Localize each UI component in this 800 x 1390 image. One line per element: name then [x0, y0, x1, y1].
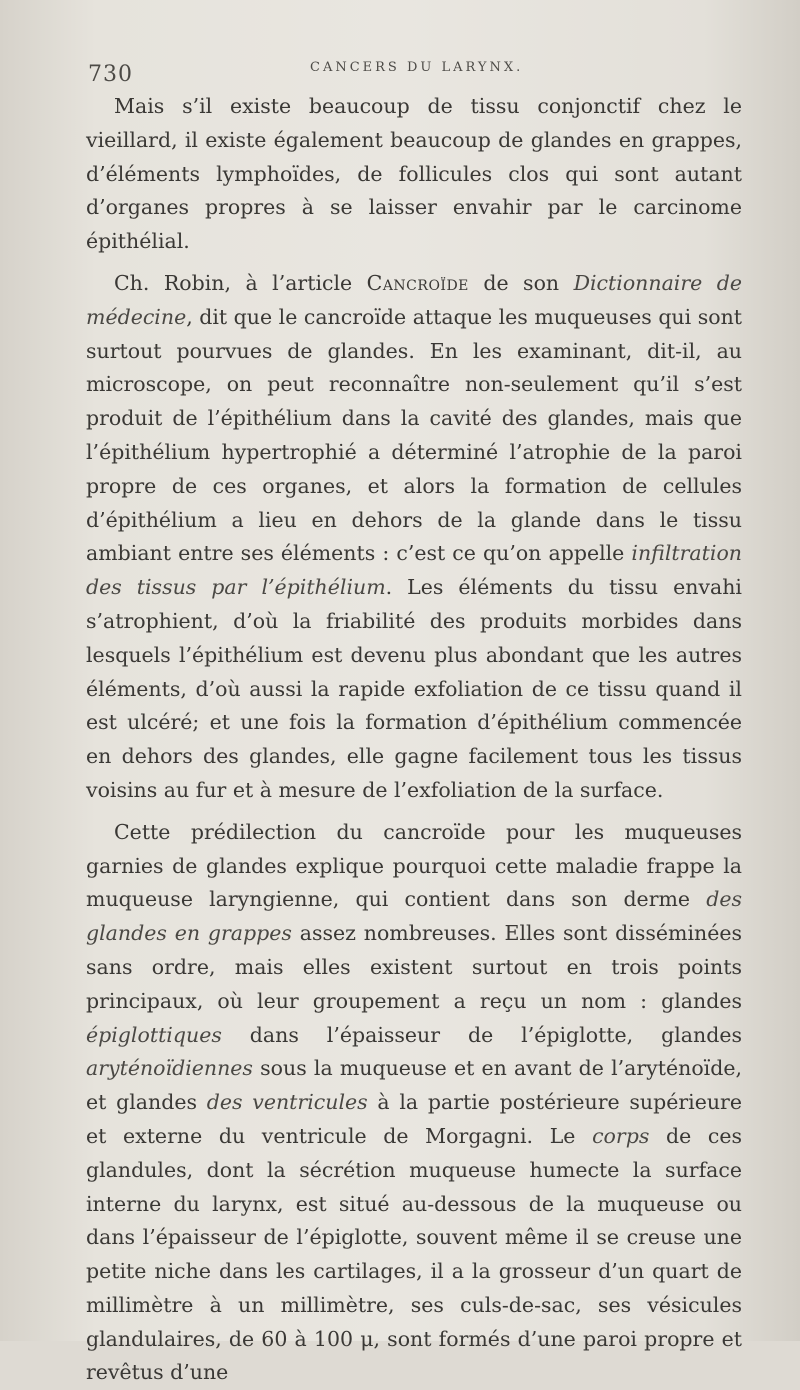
italic-term: des ventricules	[206, 1090, 368, 1115]
italic-term: infiltration des tissus par l’épithélium	[86, 541, 742, 600]
text-segment: de son	[468, 270, 574, 295]
smallcaps-term: Cancroïde	[366, 270, 469, 295]
text-segment: dans l’épaisseur de l’épiglotte, glandes	[221, 1022, 742, 1047]
italic-term: aryténoïdiennes	[86, 1056, 253, 1081]
text-segment: sous la muqueuse et en avant de l’aryténoïde, et glandes	[86, 1056, 742, 1115]
paragraph	[86, 816, 742, 1390]
paragraph	[86, 267, 742, 808]
running-title: CANCERS DU LARYNX.	[310, 60, 524, 75]
text-segment: assez nombreuses. Elles sont disséminées sans ordre, mais elles existent surtout en trois points principaux, où leur groupement a reçu un nom : glandes	[86, 921, 742, 1013]
text-segment: . Les éléments du tissu envahi s’atrophient, d’où la friabilité des produits morbides dans lesquels l’épithélium est devenu plus abondant que les autres éléments, d’où aussi la rapide exfoliation de ce tissu quand il est ulcéré; et une fois la formation d’épithélium commencée en dehors des glandes, elle gagne facilement tous les tissus voisins au fur et à mesure de l’exfoliation de la surface.	[86, 575, 742, 802]
text-segment: Cette prédilection du cancroïde pour les muqueuses garnies de glandes explique pourquoi cette maladie frappe la muqueuse laryngienne, qui contient dans son derme	[86, 819, 742, 912]
italic-term: des glandes en grappes	[86, 887, 742, 946]
italic-term: corps	[592, 1123, 650, 1148]
italic-term: épiglottiques	[86, 1022, 222, 1047]
text-segment: Ch. Robin, à l’article	[114, 270, 367, 295]
text-segment: de ces glandules, dont la sécrétion muqueuse humecte la surface interne du larynx, est situé au-dessous de la muqueuse ou dans l’épaisseur de l’épiglotte, souvent même il se creuse une petite niche dans les cartilages, il a la grosseur d’un quart de millimètre à un millimètre, ses culs-de-sac, ses vésicules glandulaires, de 60 à 100 μ, sont formés d’une paroi propre et revêtus d’une	[86, 1123, 743, 1385]
text-segment: , dit que le cancroïde attaque les muqueuses qui sont surtout pourvues de glandes. En les examinant, dit-il, au microscope, on peut reconnaître non-seulement qu’il s’est produit de l’épithélium dans la cavité des glandes, mais que l’épithélium hypertrophié a déterminé l’atrophie de la paroi propre de ces organes, et alors la formation de cellules d’épithélium a lieu en dehors de la glande dans le tissu ambiant entre ses éléments : c’est ce qu’on appelle	[86, 304, 743, 566]
italic-title: Dictionnaire de médecine	[86, 270, 742, 329]
page-number: 730	[88, 62, 133, 87]
paragraph	[86, 90, 742, 259]
text-segment: Mais s’il existe beaucoup de tissu conjonctif chez le vieillard, il existe également beaucoup de glandes en grappes, d’éléments lymphoïdes, de follicules clos qui sont autant d’organes propres à se laisser envahir par le carcinome épithélial.	[86, 94, 742, 254]
text-segment: à la partie postérieure supérieure et externe du ventricule de Morgagni. Le	[86, 1090, 742, 1148]
running-head	[88, 56, 738, 86]
body-text	[86, 90, 742, 1390]
